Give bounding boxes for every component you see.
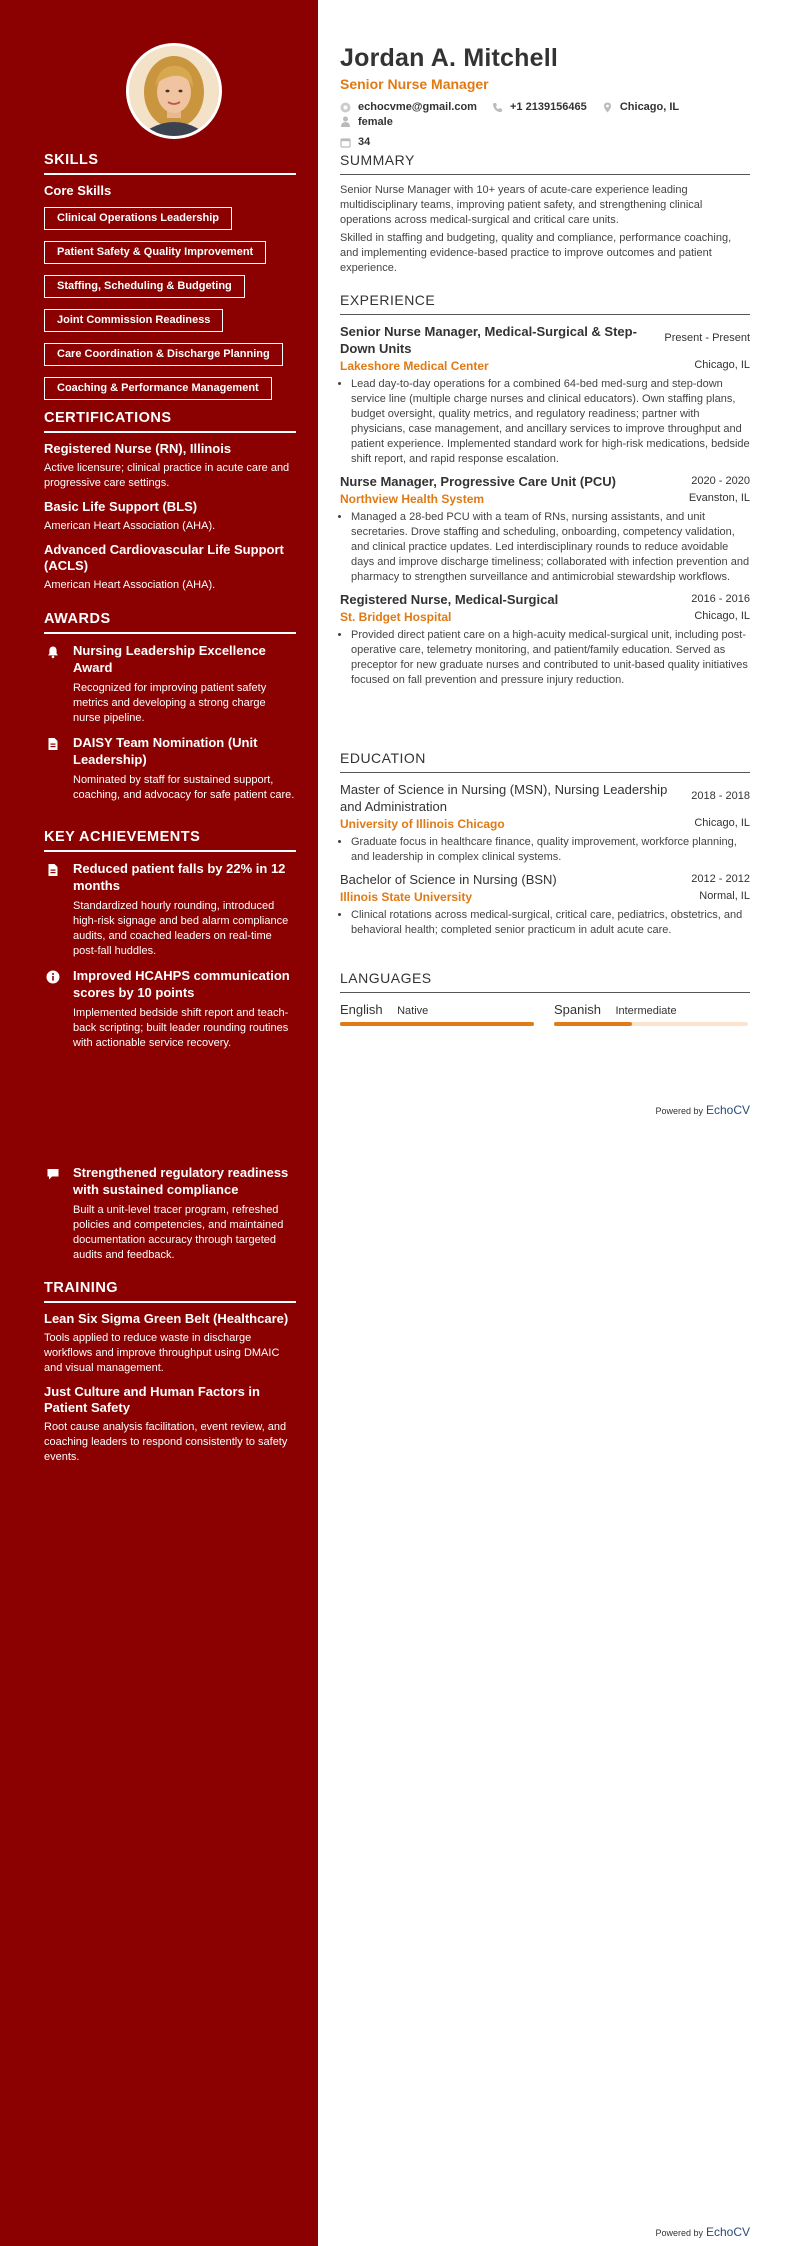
language-bar: [340, 1022, 534, 1026]
job-company: St. Bridget Hospital: [340, 610, 452, 624]
powered-by-text: Powered by: [655, 2228, 703, 2238]
job-date: 2016 - 2016: [691, 593, 750, 605]
contact-location: [602, 101, 679, 113]
achievements-heading: KEY ACHIEVEMENTS: [44, 829, 296, 852]
school-name: Illinois State University: [340, 890, 473, 904]
candidate-name: Jordan A. Mitchell: [340, 44, 558, 72]
info-icon: [46, 970, 60, 984]
language-level: Intermediate: [615, 1005, 677, 1017]
job-location: Chicago, IL: [694, 610, 750, 622]
skills-subheading: Core Skills: [44, 183, 112, 198]
summary-paragraph: Senior Nurse Manager with 10+ years of acute-care experience leading multidisciplinary teams, improving patient safety, and strengthening clinical operations across medical-surgical and critical care units.: [340, 184, 703, 226]
cert-name: Registered Nurse (RN), Illinois: [44, 441, 232, 456]
job-bullet: • Lead day-to-day operations for a combined 64-bed med-surg and step-down service line (multiple charge nurses and clinical educators). Own staffing plans, budget oversight, quality metrics, and regulatory readiness; partner with physicians, case management, and ancillary services to improve throughput and patient experience. Implemented standard work for high-risk medications, bedside shift report, and rapid response escalation.: [351, 377, 750, 467]
achievement-name: Strengthened regulatory readiness with sustained compliance: [73, 1165, 289, 1197]
avatar: [126, 43, 222, 139]
phone-icon: [492, 102, 503, 113]
skill-tag: Coaching & Performance Management: [44, 377, 272, 400]
school-location: Normal, IL: [699, 890, 750, 902]
training-desc: Tools applied to reduce waste in discharge workflows and improve throughput using DMAIC and visual management.: [44, 1332, 280, 1374]
achievement-item: [44, 860, 296, 959]
job-entry: [340, 323, 750, 467]
job-bullet: • Provided direct patient care on a high-acuity medical-surgical unit, including post-operative care, telemetry monitoring, and patient/family education. Served as preceptor for new graduate nurses and contributed to unit-based quality initiatives focused on fall prevention and pressure injury reduction.: [351, 628, 750, 688]
brand-link[interactable]: EchoCV: [705, 2225, 750, 2239]
achievements-section: [44, 829, 296, 1059]
skill-tag: Clinical Operations Leadership: [44, 207, 232, 230]
job-company: Northview Health System: [340, 492, 485, 506]
award-desc: Recognized for improving patient safety metrics and developing a strong charge nurse pipeline.: [73, 682, 267, 724]
age-text: 34: [358, 136, 371, 148]
cert-name: Basic Life Support (BLS): [44, 499, 198, 514]
job-title: Senior Nurse Manager, Medical-Surgical & Step-Down Units: [340, 324, 637, 356]
contact-email: [340, 101, 477, 113]
skill-tags: [44, 202, 296, 406]
school-location: Chicago, IL: [694, 817, 750, 829]
experience-section: [340, 292, 750, 694]
awards-section: [44, 611, 296, 811]
at-icon: [340, 102, 351, 113]
job-location: Chicago, IL: [694, 359, 750, 371]
education-bullet: • Graduate focus in healthcare finance, quality improvement, workforce planning, and leadership in complex clinical systems.: [351, 835, 750, 865]
gender-text: female: [358, 115, 393, 128]
degree-title: Master of Science in Nursing (MSN), Nursing Leadership and Administration: [340, 782, 668, 814]
award-name: Nursing Leadership Excellence Award: [73, 643, 266, 675]
chat-icon: [46, 1167, 60, 1181]
achievement-desc: Implemented bedside shift report and teach-back scripting; built leader rounding routines with actionable service recovery.: [73, 1007, 289, 1049]
achievement-name: Improved HCAHPS communication scores by 10 points: [73, 968, 290, 1000]
powered-by-text: Powered by: [655, 1106, 703, 1116]
achievement-desc: Built a unit-level tracer program, refreshed policies and competencies, and maintained documentation accuracy through targeted audits and feedback.: [73, 1204, 284, 1261]
award-name: DAISY Team Nomination (Unit Leadership): [73, 735, 258, 767]
language-bar-fill: [340, 1022, 534, 1026]
achievement-desc: Standardized hourly rounding, introduced high-risk signage and bed alarm compliance audits, and coached leaders on real-time post-fall huddles.: [73, 900, 289, 957]
language-name: English: [340, 1002, 383, 1017]
summary-paragraph: Skilled in staffing and budgeting, quality and compliance, performance coaching, and implementing evidence-based practice to improve outcomes and patient experience.: [340, 232, 732, 274]
skills-section: [44, 152, 296, 406]
candidate-role: Senior Nurse Manager: [340, 76, 489, 92]
training-name: Just Culture and Human Factors in Patient Safety: [44, 1384, 260, 1415]
language-level: Native: [397, 1005, 429, 1017]
certifications-section: [44, 410, 296, 601]
job-title: Registered Nurse, Medical-Surgical: [340, 592, 559, 607]
cert-desc: Active licensure; clinical practice in acute care and progressive care settings.: [44, 462, 290, 489]
document-icon: [46, 737, 60, 751]
degree-date: 2012 - 2012: [691, 873, 750, 885]
cert-desc: American Heart Association (AHA).: [44, 579, 216, 591]
skill-tag: Patient Safety & Quality Improvement: [44, 241, 266, 264]
calendar-icon: [340, 137, 351, 148]
job-bullet: • Managed a 28-bed PCU with a team of RNs, nursing assistants, and unit secretaries. Drove staffing and scheduling, onboarding, competency validation, and clinical practice updates. Led interdisciplinary rounds to reduce avoidable days and improve discharge timeliness; collaborated with infection prevention and pharmacy to strengthen surveillance and antimicrobial stewardship workflows.: [351, 510, 750, 585]
bell-icon: [46, 645, 60, 659]
email-text: echocvme@gmail.com: [358, 101, 477, 113]
skill-tag: Joint Commission Readiness: [44, 309, 223, 332]
language-item: [554, 1001, 748, 1026]
sidebar: [0, 0, 318, 2246]
language-bar-fill: [554, 1022, 632, 1026]
skill-tag: Staffing, Scheduling & Budgeting: [44, 275, 245, 298]
experience-heading: EXPERIENCE: [340, 292, 750, 315]
degree-title: Bachelor of Science in Nursing (BSN): [340, 872, 557, 887]
achievements-continued: [44, 1164, 296, 1271]
contact-age: [340, 136, 370, 148]
education-bullet: • Clinical rotations across medical-surgical, critical care, pediatrics, obstetrics, and behavioral health; completed senior practicum in adult acute care.: [351, 908, 750, 938]
education-entry: [340, 781, 750, 865]
job-date: 2020 - 2020: [691, 475, 750, 487]
powered-by-footer: [655, 1103, 750, 1117]
document-icon: [46, 863, 60, 877]
job-entry: [340, 473, 750, 585]
training-desc: Root cause analysis facilitation, event review, and coaching leaders to respond consistently to safety events.: [44, 1421, 288, 1463]
training-heading: TRAINING: [44, 1280, 296, 1303]
training-section: [44, 1280, 296, 1473]
job-company: Lakeshore Medical Center: [340, 359, 489, 373]
language-bar: [554, 1022, 748, 1026]
degree-date: 2018 - 2018: [691, 790, 750, 802]
phone-text: +1 2139156465: [510, 101, 587, 113]
contact-gender: [340, 116, 393, 128]
education-section: [340, 750, 750, 944]
certifications-heading: CERTIFICATIONS: [44, 410, 296, 433]
cert-name: Advanced Cardiovascular Life Support (ACLS): [44, 542, 284, 573]
school-name: University of Illinois Chicago: [340, 817, 505, 831]
cert-desc: American Heart Association (AHA).: [44, 520, 216, 532]
education-heading: EDUCATION: [340, 750, 750, 773]
job-entry: [340, 591, 750, 688]
contact-row-2: [340, 136, 750, 151]
job-location: Evanston, IL: [688, 492, 750, 504]
contact-row: [340, 101, 750, 130]
award-item: [44, 642, 296, 726]
education-entry: [340, 871, 750, 938]
brand-link[interactable]: EchoCV: [705, 1103, 750, 1117]
job-title: Nurse Manager, Progressive Care Unit (PCU): [340, 474, 616, 489]
awards-heading: AWARDS: [44, 611, 296, 634]
language-item: [340, 1001, 534, 1026]
location-pin-icon: [602, 102, 613, 113]
languages-heading: LANGUAGES: [340, 970, 750, 993]
contact-phone: [492, 101, 587, 113]
location-text: Chicago, IL: [619, 101, 680, 113]
languages-section: [340, 970, 750, 1026]
job-date: Present - Present: [664, 332, 750, 344]
summary-heading: SUMMARY: [340, 152, 750, 175]
achievement-item: [44, 967, 296, 1051]
achievement-name: Reduced patient falls by 22% in 12 months: [73, 861, 286, 893]
award-item: [44, 734, 296, 803]
person-icon: [340, 116, 351, 127]
achievement-item: [44, 1164, 296, 1263]
resume-header: [340, 44, 750, 151]
powered-by-footer: [655, 2225, 750, 2239]
training-name: Lean Six Sigma Green Belt (Healthcare): [44, 1311, 289, 1326]
language-name: Spanish: [554, 1002, 601, 1017]
award-desc: Nominated by staff for sustained support, coaching, and advocacy for safe patient care.: [73, 774, 295, 801]
skill-tag: Care Coordination & Discharge Planning: [44, 343, 283, 366]
summary-section: [340, 152, 750, 276]
skills-heading: SKILLS: [44, 152, 296, 175]
